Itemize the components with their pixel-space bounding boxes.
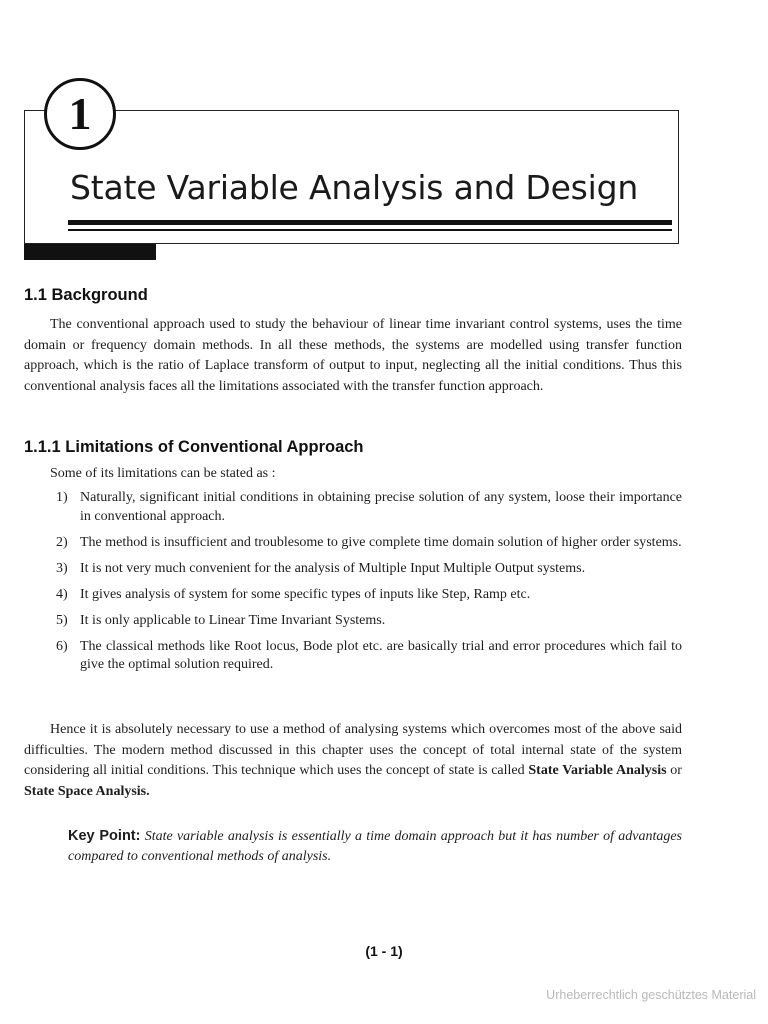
background-paragraph: The conventional approach used to study the behaviour of linear time invariant control systems, uses the time domain or frequency domain methods. In all these methods, the systems are modelled using transfer function approach, which is the ratio of Laplace transform of output to input, neglecting all the initial conditions. Thus this conventional analysis faces all the limitations associated with the transfer function approach.	[24, 317, 682, 394]
list-item-number: 5)	[56, 612, 68, 628]
list-item	[24, 560, 682, 579]
list-item	[24, 612, 682, 631]
list-item	[24, 489, 682, 526]
list-item	[24, 638, 682, 675]
list-item-number: 2)	[56, 534, 68, 550]
list-item-number: 1)	[56, 490, 68, 505]
list-item-text: It gives analysis of system for some specific types of inputs like Step, Ramp etc.	[80, 586, 531, 602]
list-item-text: The method is insufficient and troublesome to give complete time domain solution of higher order systems.	[80, 534, 682, 550]
chapter-number-badge: 1	[44, 78, 116, 150]
list-item-number: 6)	[56, 638, 68, 654]
title-rule-thin	[68, 229, 672, 231]
page-number: (1 - 1)	[365, 943, 403, 959]
conclusion-text: Hence it is absolutely necessary to use a method of analysing systems which overcomes most of the above said difficulties. The modern method discussed in this chapter uses the concept of total internal state of the system considering all initial conditions. This technique which uses the concept of state is called	[24, 722, 682, 778]
conclusion-paragraph	[24, 720, 682, 802]
list-item-text: The classical methods like Root locus, Bode plot etc. are basically trial and error procedures which fail to give the optimal solution required.	[80, 638, 682, 672]
list-item-number: 4)	[56, 586, 68, 602]
list-item-text: It is only applicable to Linear Time Invariant Systems.	[80, 612, 386, 628]
key-point-label: Key Point:	[68, 828, 141, 844]
limitations-list	[24, 489, 682, 682]
list-item	[24, 534, 682, 553]
limitations-lead-text: Some of its limitations can be stated as :	[50, 466, 276, 481]
chapter-title: State Variable Analysis and Design	[70, 168, 639, 207]
list-item	[24, 586, 682, 605]
list-item-text: Naturally, significant initial conditions in obtaining precise solution of any system, loose their importance in conventional approach.	[80, 490, 682, 524]
copyright-watermark: Urheberrechtlich geschütztes Material	[546, 988, 756, 1002]
chapter-tab-bar	[24, 244, 156, 260]
list-item-number: 3)	[56, 560, 68, 576]
term-state-space-analysis: State Space Analysis.	[24, 783, 150, 799]
key-point-text: State variable analysis is essentially a time domain approach but it has number of advantages compared to conventional methods of analysis.	[68, 829, 683, 864]
conclusion-or: or	[666, 763, 682, 778]
section-heading-limitations: 1.1.1 Limitations of Conventional Approach	[24, 438, 364, 456]
section-heading-background: 1.1 Background	[24, 286, 148, 304]
list-item-text: It is not very much convenient for the analysis of Multiple Input Multiple Output systems.	[80, 560, 586, 576]
title-rule-thick	[68, 220, 672, 225]
key-point	[68, 826, 682, 867]
term-state-variable-analysis: State Variable Analysis	[528, 763, 667, 778]
